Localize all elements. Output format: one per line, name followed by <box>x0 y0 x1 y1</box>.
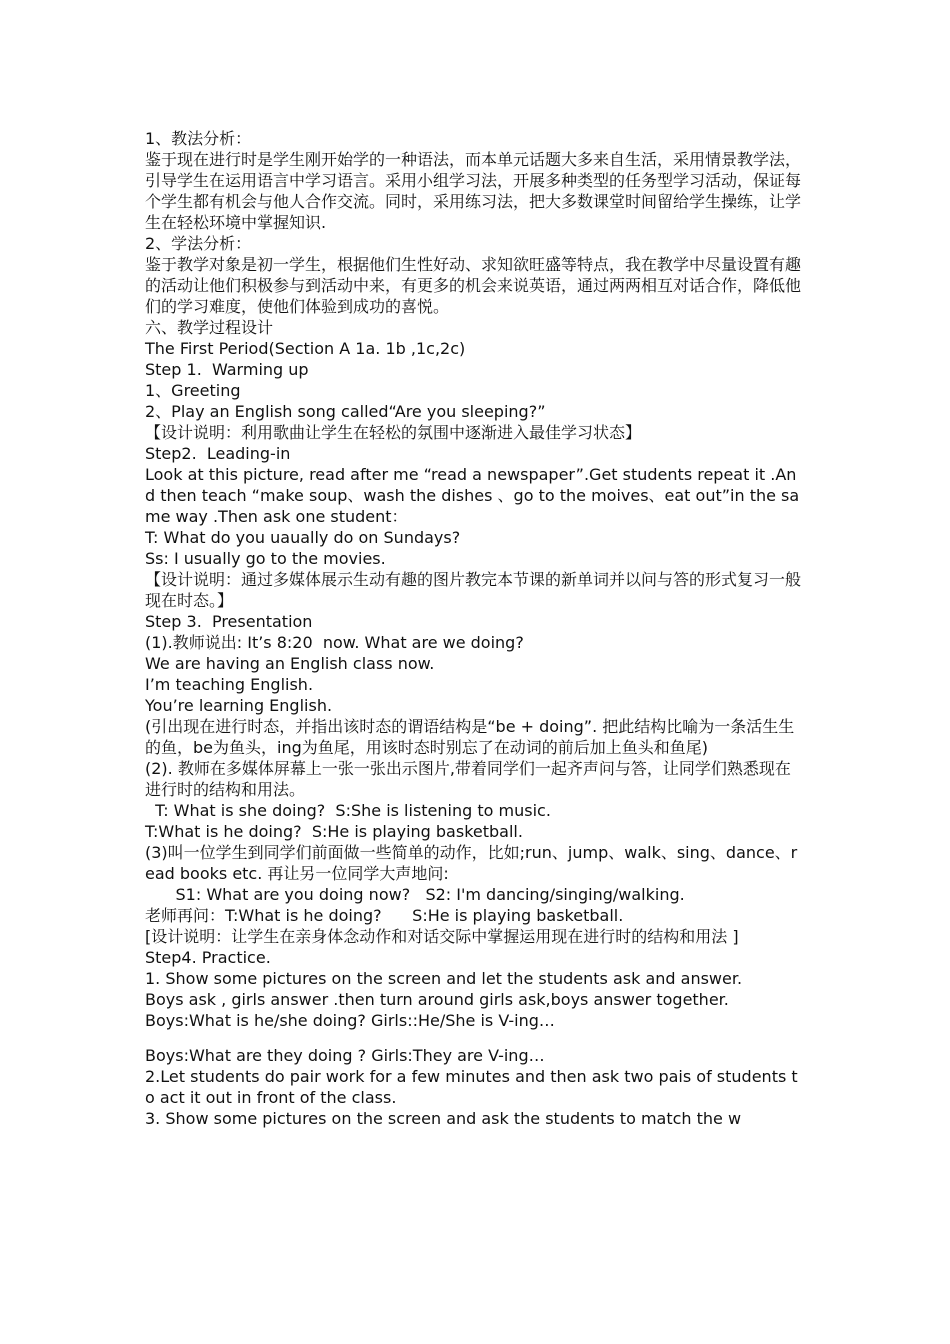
text-line: The First Period(Section A 1a. 1b ,1c,2c) <box>145 339 466 358</box>
text-line: 【设计说明：通过多媒体展示生动有趣的图片教完本节课的新单词并以问与答的形式复习一般现在时态。】 <box>145 570 802 610</box>
text-line: 【设计说明：利用歌曲让学生在轻松的氛围中逐渐进入最佳学习状态】 <box>145 423 642 442</box>
text-line: You’re learning English. <box>145 696 333 715</box>
text-line: Step 1. Warming up <box>145 360 309 379</box>
text-line: 鉴于现在进行时是学生刚开始学的一种语法，而本单元话题大多来自生活，采用情景教学法，引导学生在运用语言中学习语言。采用小组学习法，开展多种类型的任务型学习活动，保证每个学生都有机会与他人合作交流。同时，采用练习法，把大多数课堂时间留给学生操练，让学生在轻松环境中掌握知识. <box>145 150 802 232</box>
document-body <box>145 128 805 1129</box>
text-line: (3)叫一位学生到同学们前面做一些简单的动作，比如;run、jump、walk、sing、dance、read books etc. 再让另一位同学大声地问: <box>145 843 798 883</box>
text-line: I’m teaching English. <box>145 675 314 694</box>
text-line: (引出现在进行时态，并指出该时态的谓语结构是“be + doing”. 把此结构比喻为一条活生生的鱼，be为鱼头，ing为鱼尾，用该时态时别忘了在动词的前后加上鱼头和鱼尾) <box>145 717 795 757</box>
text-line: 1、Greeting <box>145 381 241 400</box>
text-line: [设计说明：让学生在亲身体念动作和对话交际中掌握运用现在进行时的结构和用法 ] <box>145 927 739 946</box>
text-line: 老师再问：T:What is he doing? S:He is playing basketball. <box>145 906 624 925</box>
text-line: T: What do you uaually do on Sundays? <box>145 528 461 547</box>
text-line: Look at this picture, read after me “read a newspaper”.Get students repeat it .And then teach “make soup、wash the dishes 、go to the moives、eat out”in the same way .Then ask one student： <box>145 465 800 526</box>
text-line: Boys:What are they doing ? Girls:They are V-ing… <box>145 1046 545 1065</box>
text-line: 2、Play an English song called“Are you sleeping?” <box>145 402 546 421</box>
text-line: T: What is she doing? S:She is listening to music. <box>145 801 551 820</box>
text-line: Step 3. Presentation <box>145 612 313 631</box>
text-line: T:What is he doing? S:He is playing basketball. <box>145 822 523 841</box>
text-line: 六、教学过程设计 <box>145 318 274 337</box>
text-line: Boys ask , girls answer .then turn around girls ask,boys answer together. <box>145 990 729 1009</box>
text-line: Ss: I usually go to the movies. <box>145 549 386 568</box>
text-line: 1、教法分析： <box>145 129 252 148</box>
text-line <box>145 1031 805 1045</box>
text-line: 2.Let students do pair work for a few minutes and then ask two pais of students to act it out in front of the class. <box>145 1067 798 1107</box>
text-line: (1).教师说出: It’s 8:20 now. What are we doing? <box>145 633 524 652</box>
text-line: 1. Show some pictures on the screen and let the students ask and answer. <box>145 969 743 988</box>
text-line: 鉴于教学对象是初一学生，根据他们生性好动、求知欲旺盛等特点，我在教学中尽量设置有趣的活动让他们积极参与到活动中来，有更多的机会来说英语，通过两两相互对话合作，降低他们的学习难度，使他们体验到成功的喜悦。 <box>145 255 802 316</box>
text-line: 3. Show some pictures on the screen and ask the students to match the w <box>145 1109 742 1128</box>
text-line: Step2. Leading-in <box>145 444 291 463</box>
text-line: Boys:What is he/she doing? Girls::He/She is V-ing… <box>145 1011 555 1030</box>
text-line: We are having an English class now. <box>145 654 435 673</box>
text-line: S1: What are you doing now? S2: I'm dancing/singing/walking. <box>145 885 685 904</box>
text-line: 2、学法分析： <box>145 234 252 253</box>
text-line: (2). 教师在多媒体屏幕上一张一张出示图片,带着同学们一起齐声问与答，让同学们熟悉现在进行时的结构和用法。 <box>145 759 791 799</box>
text-line: Step4. Practice. <box>145 948 271 967</box>
